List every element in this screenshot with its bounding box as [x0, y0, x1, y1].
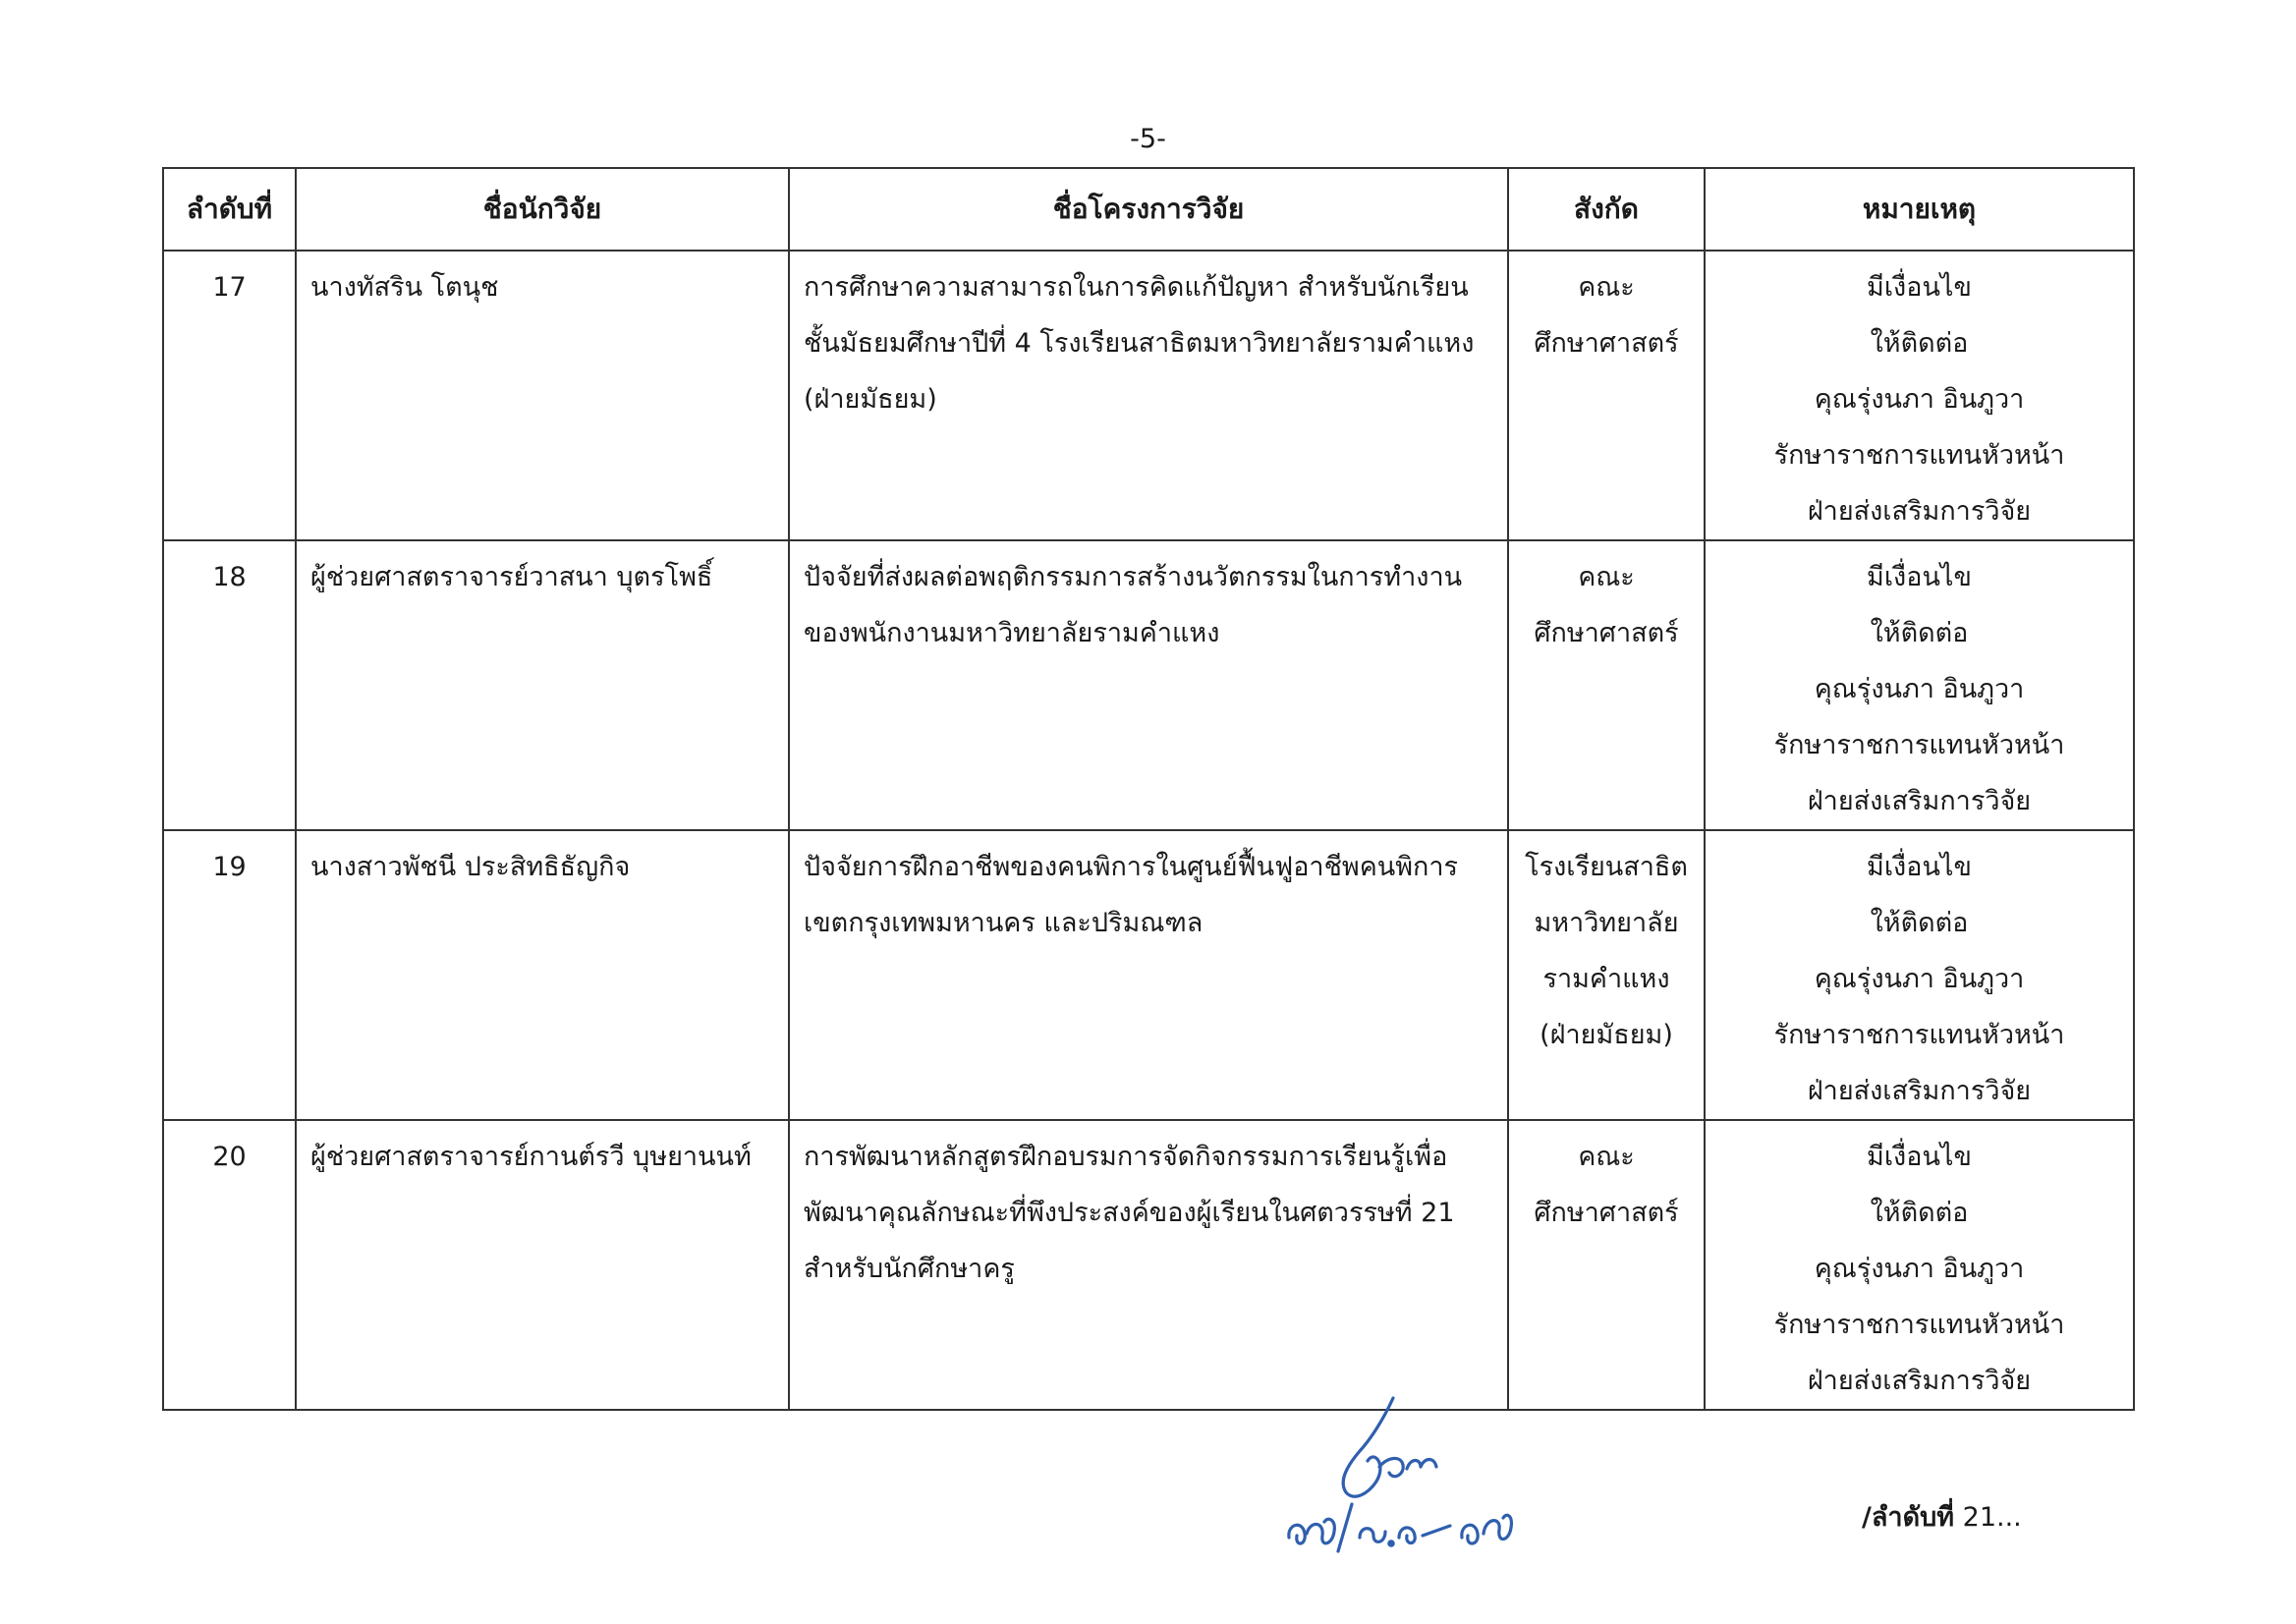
- remark-line: มีเงื่อนไข: [1867, 272, 1972, 303]
- affiliation-line: รามคำแหง: [1542, 964, 1670, 994]
- project-title-line: เขตกรุงเทพมหานคร และปริมณฑล: [804, 908, 1204, 938]
- project-title-line: ชั้นมัธยมศึกษาปีที่ 4 โรงเรียนสาธิตมหาวิทยาลัยรามคำแหง: [804, 328, 1475, 359]
- project-title: [789, 540, 1508, 830]
- researcher-name: นางสาวพัชนี ประสิทธิธัญกิจ: [296, 830, 789, 1120]
- affiliation: [1508, 1120, 1705, 1410]
- remark-line: ฝ่ายส่งเสริมการวิจัย: [1807, 1076, 2032, 1106]
- remark-line: มีเงื่อนไข: [1867, 852, 1972, 882]
- remark-line: ให้ติดต่อ: [1870, 328, 1969, 359]
- table-row: [163, 1120, 2134, 1410]
- remark-line: ให้ติดต่อ: [1870, 908, 1969, 938]
- remark-line: คุณรุ่งนภา อินภูวา: [1814, 1254, 2025, 1284]
- remark-line: ให้ติดต่อ: [1870, 618, 1969, 648]
- header-researcher: ชื่อนักวิจัย: [296, 168, 789, 251]
- table-row: [163, 540, 2134, 830]
- remark-line: ฝ่ายส่งเสริมการวิจัย: [1807, 1366, 2032, 1396]
- project-title: [789, 1120, 1508, 1410]
- signature-drawing: [1277, 1390, 1562, 1562]
- project-title-line: ของพนักงานมหาวิทยาลัยรามคำแหง: [804, 618, 1220, 648]
- table-row: [163, 251, 2134, 540]
- remark-line: ฝ่ายส่งเสริมการวิจัย: [1807, 786, 2032, 816]
- continuation-value: 21...: [1962, 1502, 2022, 1533]
- row-number: 20: [163, 1120, 296, 1410]
- affiliation: [1508, 830, 1705, 1120]
- remark-line: มีเงื่อนไข: [1867, 1142, 1972, 1172]
- affiliation: [1508, 251, 1705, 540]
- row-number: 19: [163, 830, 296, 1120]
- header-no: ลำดับที่: [163, 168, 296, 251]
- affiliation-line: โรงเรียนสาธิต: [1525, 852, 1688, 882]
- row-number: 18: [163, 540, 296, 830]
- remark-line: คุณรุ่งนภา อินภูวา: [1814, 384, 2025, 415]
- affiliation-line: มหาวิทยาลัย: [1534, 908, 1679, 938]
- researcher-name: ผู้ช่วยศาสตราจารย์วาสนา บุตรโพธิ์: [296, 540, 789, 830]
- affiliation-line: คณะ: [1578, 562, 1635, 592]
- affiliation-line: คณะ: [1578, 272, 1635, 303]
- affiliation-line: (ฝ่ายมัธยม): [1540, 1020, 1673, 1050]
- researcher-name: ผู้ช่วยศาสตราจารย์กานต์รวี บุษยานนท์: [296, 1120, 789, 1410]
- project-title-line: การพัฒนาหลักสูตรฝึกอบรมการจัดกิจกรรมการเรียนรู้เพื่อ: [804, 1142, 1448, 1172]
- affiliation: [1508, 540, 1705, 830]
- remark-line: คุณรุ่งนภา อินภูวา: [1814, 674, 2025, 704]
- remark: [1705, 540, 2134, 830]
- remark-line: รักษาราชการแทนหัวหน้า: [1773, 730, 2065, 760]
- affiliation-line: ศึกษาศาสตร์: [1534, 1198, 1679, 1228]
- remark-line: รักษาราชการแทนหัวหน้า: [1773, 1020, 2065, 1050]
- researcher-name: นางทัสริน โตนุช: [296, 251, 789, 540]
- handwritten-signature: [1277, 1390, 1562, 1562]
- project-title-line: สำหรับนักศึกษาครู: [804, 1254, 1015, 1284]
- remark-line: คุณรุ่งนภา อินภูวา: [1814, 964, 2025, 994]
- continuation-note: [1862, 1500, 2022, 1536]
- header-project: ชื่อโครงการวิจัย: [789, 168, 1508, 251]
- continuation-label: /ลำดับที่: [1862, 1502, 1955, 1533]
- header-affiliation: สังกัด: [1508, 168, 1705, 251]
- remark: [1705, 251, 2134, 540]
- research-table: [162, 167, 2135, 1411]
- project-title-line: (ฝ่ายมัธยม): [804, 384, 937, 415]
- affiliation-line: ศึกษาศาสตร์: [1534, 618, 1679, 648]
- affiliation-line: ศึกษาศาสตร์: [1534, 328, 1679, 359]
- remark-line: ฝ่ายส่งเสริมการวิจัย: [1807, 496, 2032, 527]
- project-title-line: การศึกษาความสามารถในการคิดแก้ปัญหา สำหรับนักเรียน: [804, 272, 1469, 303]
- project-title-line: ปัจจัยการฝึกอาชีพของคนพิการในศูนย์ฟื้นฟูอาชีพคนพิการ: [804, 852, 1459, 882]
- project-title: [789, 830, 1508, 1120]
- remark-line: มีเงื่อนไข: [1867, 562, 1972, 592]
- table-row: [163, 830, 2134, 1120]
- remark-line: ให้ติดต่อ: [1870, 1198, 1969, 1228]
- row-number: 17: [163, 251, 296, 540]
- remark-line: รักษาราชการแทนหัวหน้า: [1773, 1310, 2065, 1340]
- affiliation-line: คณะ: [1578, 1142, 1635, 1172]
- remark-line: รักษาราชการแทนหัวหน้า: [1773, 440, 2065, 471]
- project-title: [789, 251, 1508, 540]
- remark: [1705, 830, 2134, 1120]
- remark: [1705, 1120, 2134, 1410]
- project-title-line: พัฒนาคุณลักษณะที่พึงประสงค์ของผู้เรียนในศตวรรษที่ 21: [804, 1198, 1455, 1228]
- table-header-row: [163, 168, 2134, 251]
- page-number: -5-: [1130, 124, 1166, 154]
- project-title-line: ปัจจัยที่ส่งผลต่อพฤติกรรมการสร้างนวัตกรรมในการทำงาน: [804, 562, 1463, 592]
- signature-strokes: [1289, 1398, 1512, 1551]
- header-remark: หมายเหตุ: [1705, 168, 2134, 251]
